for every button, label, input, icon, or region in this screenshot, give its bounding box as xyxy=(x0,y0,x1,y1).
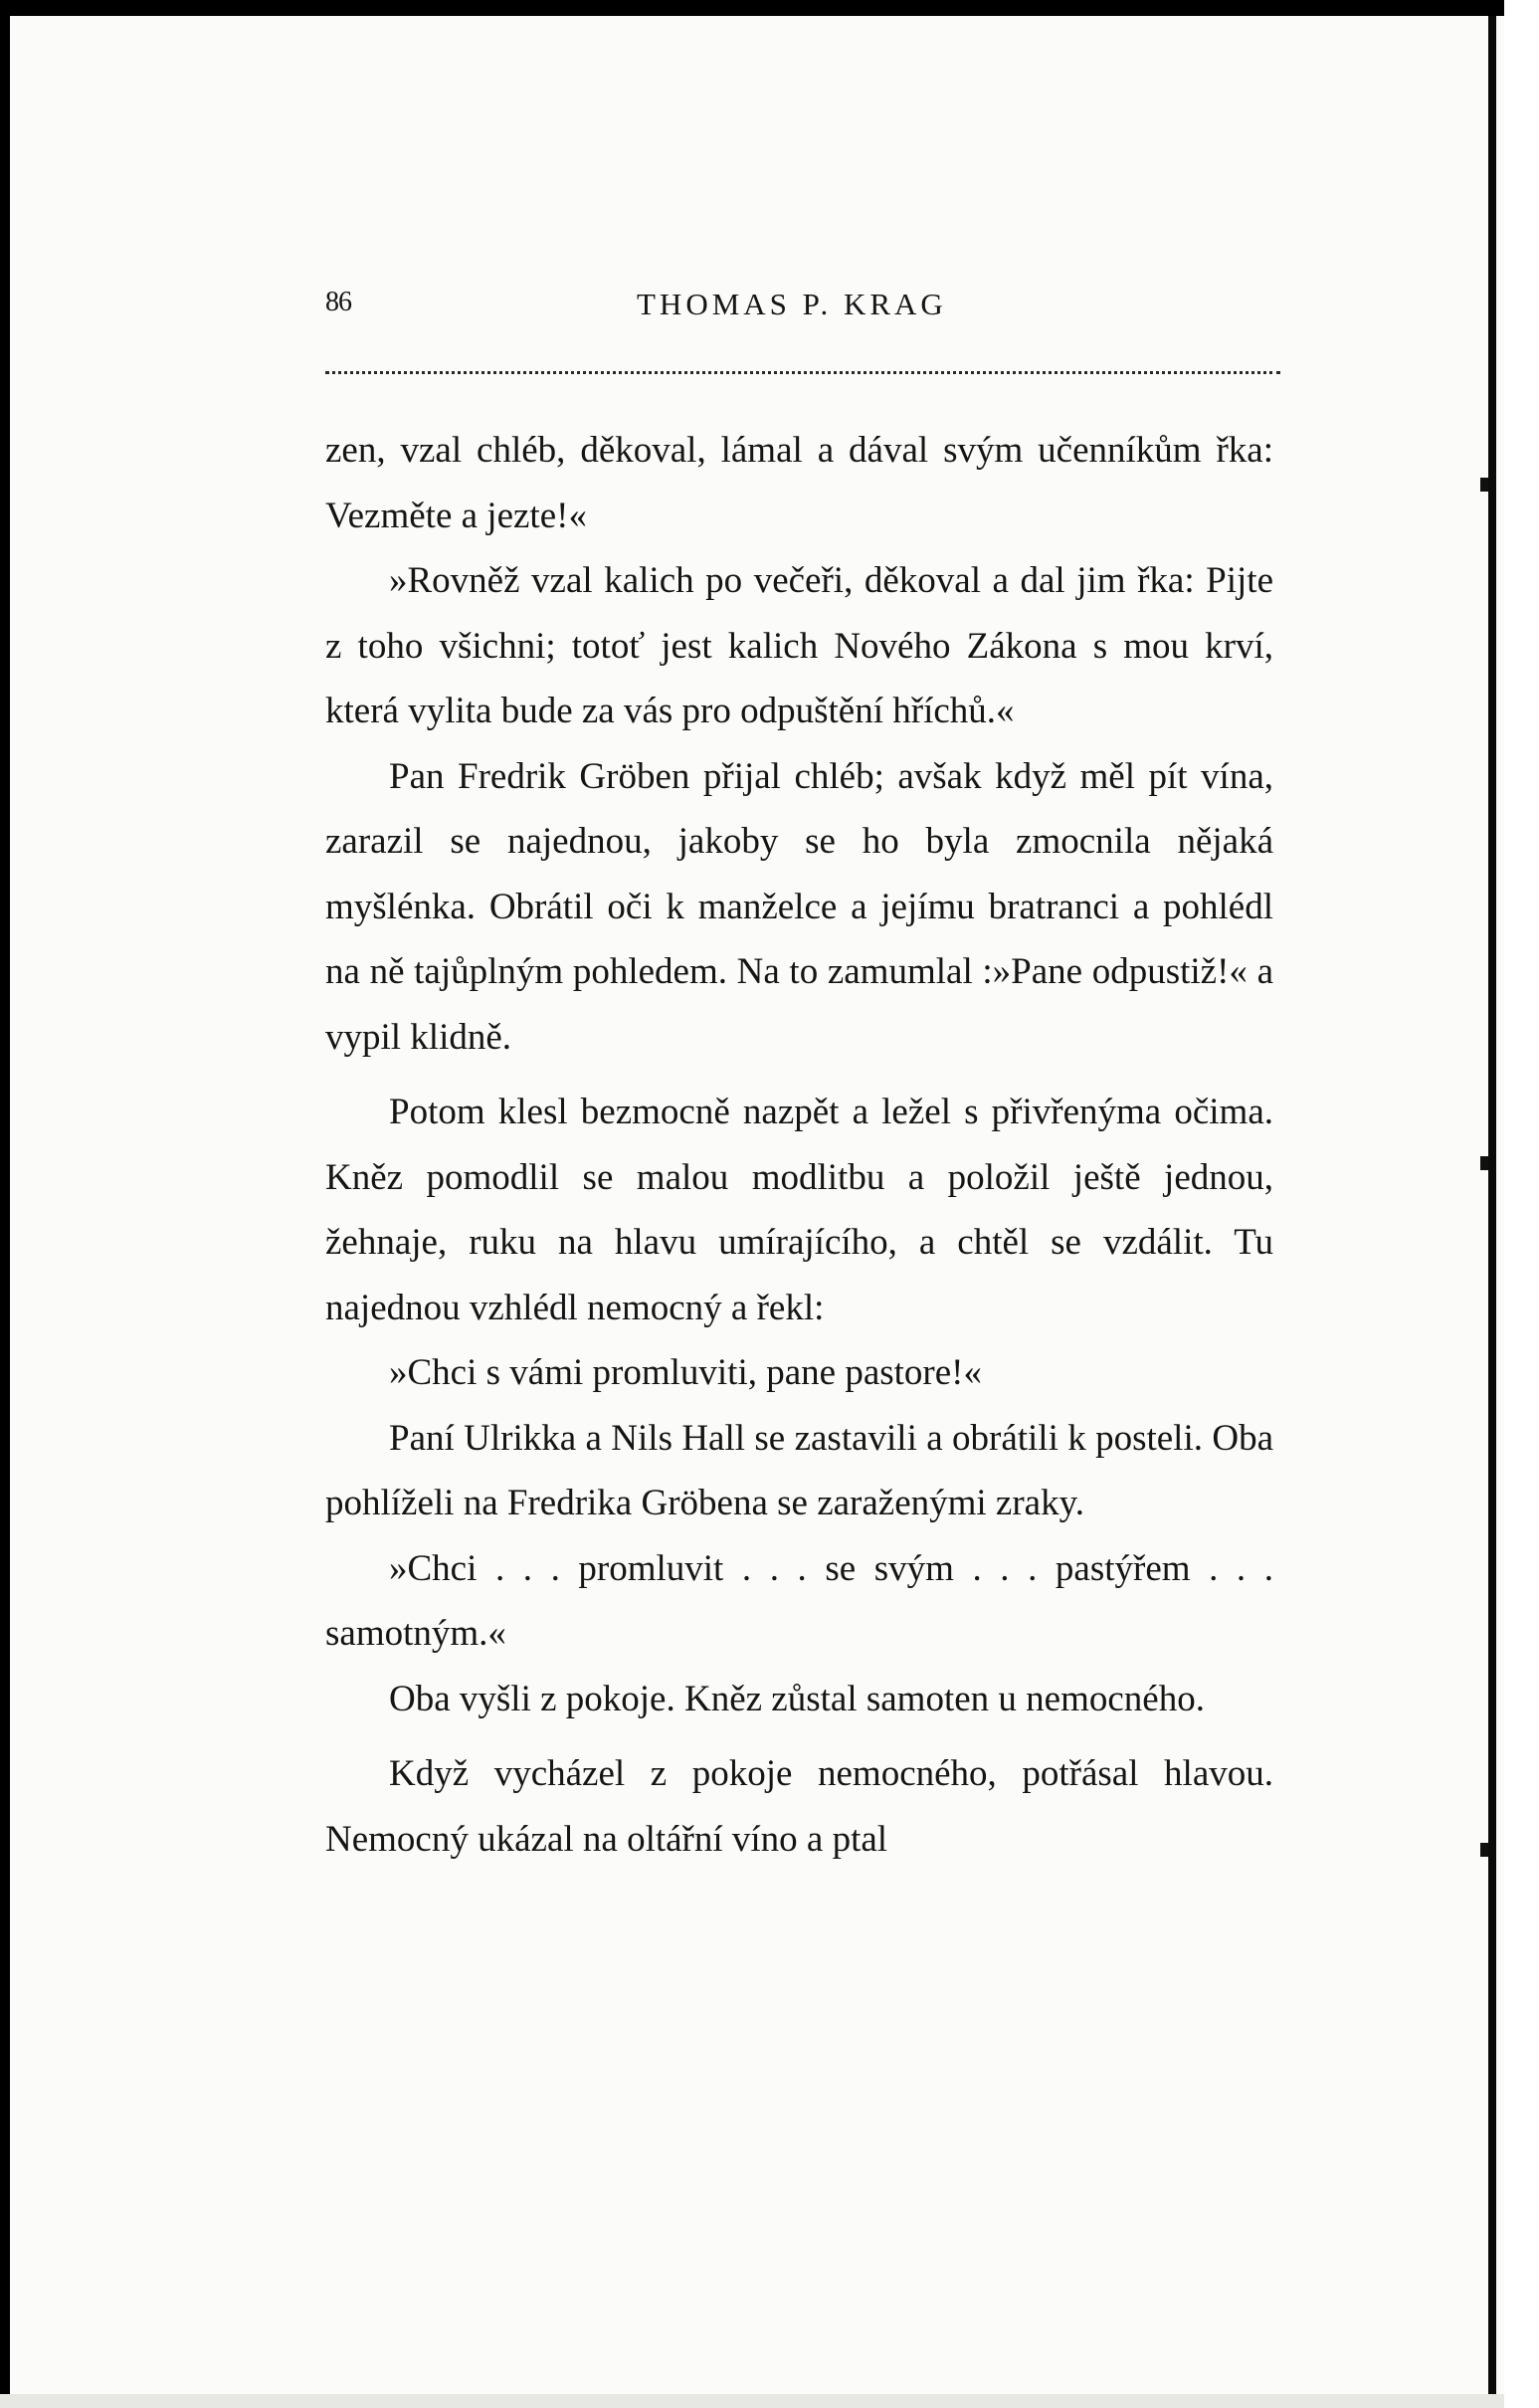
binding-edge-rule xyxy=(1488,16,1496,2408)
scan-right-margin xyxy=(1504,0,1539,2408)
paragraph-quote-cup: »Rovněž vzal kalich po večeři, děkoval a dal jim řka: Pijte z toho všichni; totoť jest kalich Nového Zákona s mou krví, která vylita bude za vás pro odpuštění hříchů.« xyxy=(325,560,1273,731)
book-title: THOMAS P. KRAG xyxy=(637,287,947,321)
paragraph-priest-leaving: Když vycházel z pokoje nemocného, potřásal hlavou. Nemocný ukázal na oltářní víno a ptal xyxy=(325,1753,1273,1860)
scan-mark-top xyxy=(1480,478,1488,492)
header-dotted-rule xyxy=(325,371,1280,374)
scan-mark-bottom xyxy=(1480,1843,1488,1857)
paragraph-left-room: Oba vyšli z pokoje. Kněz zůstal samoten u nemocného. xyxy=(389,1678,1205,1719)
paragraph-sick-man-speaks: Potom klesl bezmocně nazpět a ležel s přivřenýma očima. Kněz pomodlil se malou modlitbu a položil ještě jednou, žehnaje, ruku na hlavu umírajícího, a chtěl se vzdálit. Tu najednou vzhlédl nemocný a řekl: xyxy=(325,1092,1273,1328)
paragraph-dialogue-pastor: »Chci s vámi promluviti, pane pastore!« xyxy=(389,1352,982,1393)
paragraph-ulrikka-nils: Paní Ulrikka a Nils Hall se zastavili a obrátili k posteli. Oba pohlíželi na Fredrika Gröbena se zaraženými zraky. xyxy=(325,1417,1273,1523)
page-bottom-shadow xyxy=(0,2394,1504,2408)
paragraph-dialogue-alone: »Chci . . . promluvit . . . se svým . . . pastýřem . . . samotným.« xyxy=(325,1547,1273,1654)
page-number: 86 xyxy=(325,287,351,317)
paragraph-continuation: zen, vzal chléb, děkoval, lámal a dával svým učenníkům řka: Vezměte a jezte!« xyxy=(325,430,1273,536)
scan-top-edge xyxy=(0,0,1539,16)
paragraph-fredrik-receives: Pan Fredrik Gröben přijal chléb; avšak když měl pít vína, zarazil se najednou, jakoby se ho byla zmocnila nějaká myšlénka. Obrátil oči k manželce a jejímu bratranci a pohlédl na ně tajůplným pohledem. Na to zamumlal :»Pane odpustiž!« a vypil klidně. xyxy=(325,755,1273,1058)
page-text xyxy=(325,418,1273,1872)
scan-left-edge xyxy=(0,0,10,2408)
scan-mark-middle xyxy=(1480,1156,1488,1170)
running-head xyxy=(325,279,1295,324)
